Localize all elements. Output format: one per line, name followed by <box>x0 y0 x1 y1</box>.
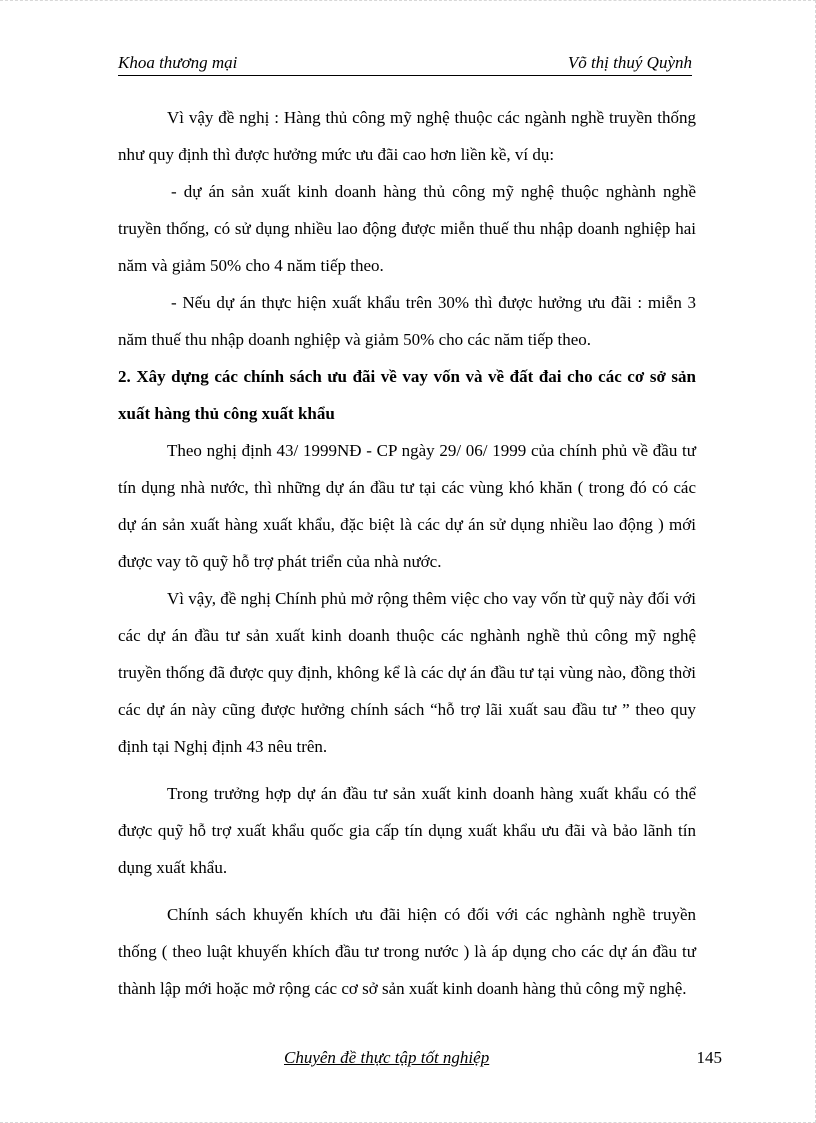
paragraph-6: Trong trưởng hợp dự án đầu tư sản xuất kinh doanh hàng xuất khẩu có thể được quỹ hỗ trợ xuất khẩu quốc gia cấp tín dụng xuất khẩu ưu đãi và bảo lãnh tín dụng xuất khẩu. <box>118 784 696 877</box>
page-body <box>118 99 696 1007</box>
page-number: 145 <box>696 1048 722 1067</box>
paragraph-4: Theo nghị định 43/ 1999NĐ - CP ngày 29/ 06/ 1999 của chính phủ về đầu tư tín dụng nhà nước, thì những dự án đầu tư tại các vùng khó khăn ( trong đó có các dự án sản xuất hàng xuất khẩu, đặc biệt là các dự án sử dụng nhiều lao động ) mới được vay tõ quỹ hỗ trợ phát triển của nhà nước. <box>118 441 696 571</box>
paragraph-2: - dự án sản xuất kinh doanh hàng thủ công mỹ nghệ thuộc nghành nghề truyền thống, có sử dụng nhiều lao động được miễn thuế thu nhập doanh nghiệp hai năm và giảm 50% cho 4 năm tiếp theo. <box>118 182 696 275</box>
header-author: Võ thị thuý Quỳnh <box>567 53 692 72</box>
paragraph-3: - Nếu dự án thực hiện xuất khẩu trên 30% thì được hưởng ưu đãi : miễn 3 năm thuế thu nhập doanh nghiệp và giảm 50% cho các năm tiếp theo. <box>118 293 696 349</box>
paragraph-1: Vì vậy đề nghị : Hàng thủ công mỹ nghệ thuộc các ngành nghề truyền thống như quy định thì được hưởng mức ưu đãi cao hơn liền kề, ví dụ: <box>118 108 696 164</box>
section-heading: 2. Xây dựng các chính sách ưu đãi về vay vốn và về đất đai cho các cơ sở sản xuất hàng thủ công xuất khẩu <box>118 367 696 423</box>
header-faculty: Khoa thương mại <box>118 53 238 72</box>
paragraph-7: Chính sách khuyến khích ưu đãi hiện có đối với các nghành nghề truyền thống ( theo luật khuyến khích đầu tư trong nước ) là áp dụng cho các dự án đầu tư thành lập mới hoặc mở rộng các cơ sở sản xuất kinh doanh hàng thủ công mỹ nghệ. <box>118 905 696 998</box>
footer-title: Chuyên đề thực tập tốt nghiệp <box>284 1048 490 1067</box>
paragraph-5: Vì vậy, đề nghị Chính phủ mở rộng thêm việc cho vay vốn từ quỹ này đối với các dự án đầu tư sản xuất kinh doanh thuộc các nghành nghề thủ công mỹ nghệ truyền thống đã được quy định, không kể là các dự án đầu tư tại vùng nào, đồng thời các dự án này cũng được hưởng chính sách “hỗ trợ lãi xuất sau đầu tư ” theo quy định tại Nghị định 43 nêu trên. <box>118 589 696 756</box>
page-header <box>118 53 692 76</box>
